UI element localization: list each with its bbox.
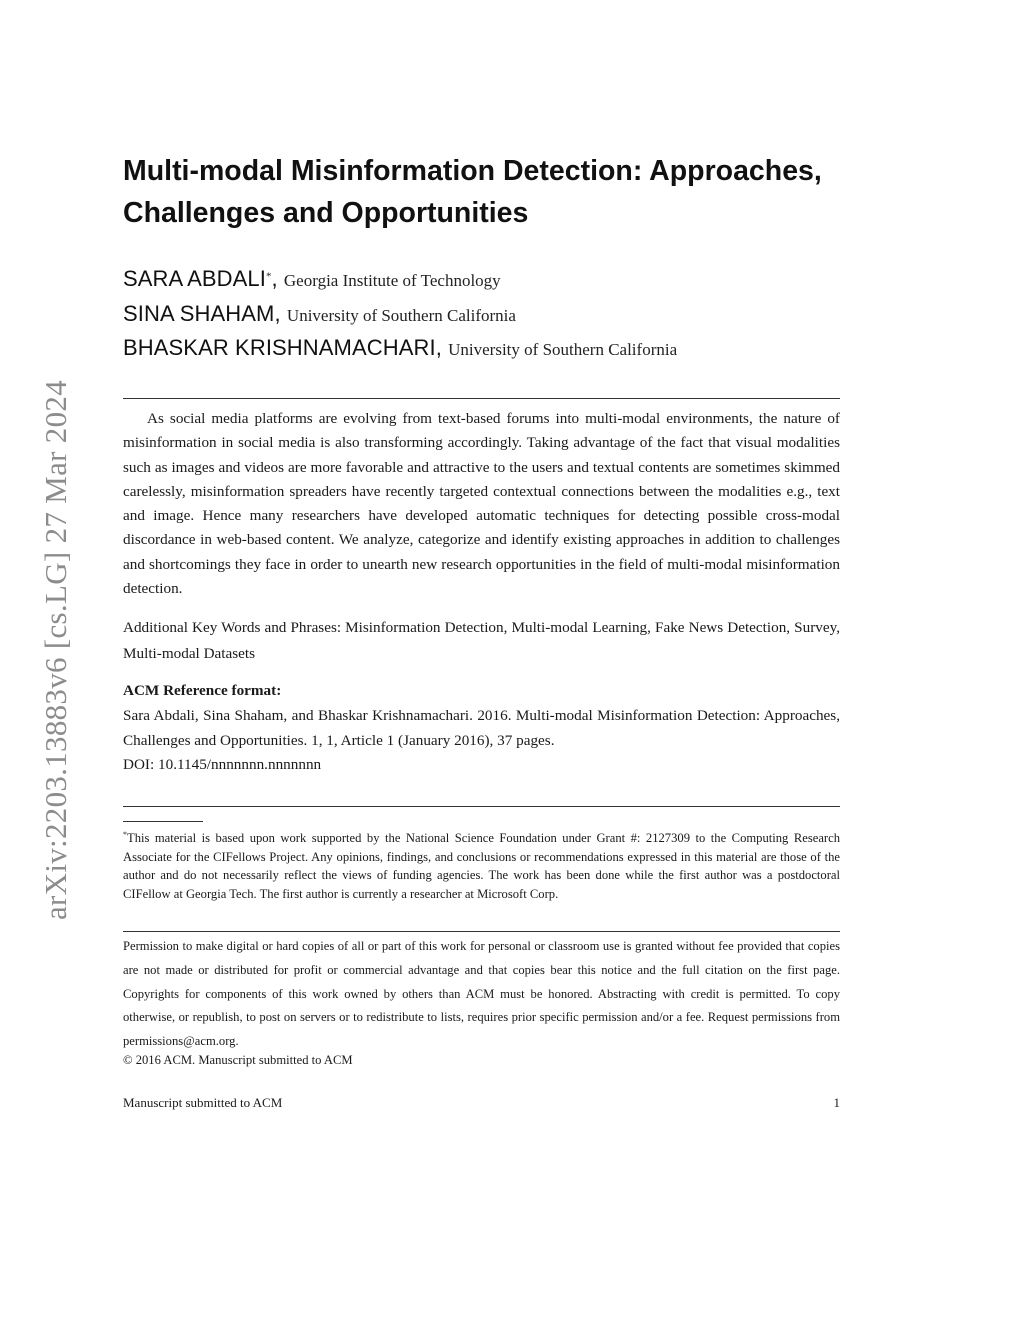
author-2: SINA SHAHAM, University of Southern California (123, 301, 516, 326)
acm-citation: Sara Abdali, Sina Shaham, and Bhaskar Krishnamachari. 2016. Multi-modal Misinformation Detection: Approaches, Challenges and Opportunities. 1, 1, Article 1 (January 2016), 37 pages. (123, 707, 840, 749)
arxiv-stamp: arXiv:2203.13883v6 [cs.LG] 27 Mar 2024 (38, 379, 73, 921)
copyright-line: © 2016 ACM. Manuscript submitted to ACM (123, 1053, 353, 1067)
footnote-rule (123, 821, 203, 822)
author-1: SARA ABDALI*, Georgia Institute of Technology (123, 266, 501, 291)
author-3: BHASKAR KRISHNAMACHARI, University of Southern California (123, 335, 678, 360)
author-footnote-mark: * (265, 270, 272, 283)
keywords: Additional Key Words and Phrases: Misinformation Detection, Multi-modal Learning, Fake News Detection, Survey, Multi-modal Datasets (123, 619, 840, 662)
acm-reference-heading: ACM Reference format: (123, 682, 282, 699)
doi: DOI: 10.1145/nnnnnnn.nnnnnnn (123, 756, 322, 773)
page-footer (123, 1093, 840, 1113)
author-name: SINA SHAHAM (123, 301, 275, 326)
acm-reference (123, 704, 840, 778)
author-affiliation: University of Southern California (286, 306, 516, 325)
abstract-top-rule (123, 398, 840, 399)
abstract-bottom-rule (123, 806, 840, 807)
funding-footnote (123, 826, 840, 904)
author-affiliation: University of Southern California (448, 340, 678, 359)
footnote-mark: * (123, 830, 127, 839)
footnote-text: This material is based upon work supported by the National Science Foundation under Grant #: 2127309 to the Computing Research Associate for the CIFellows Project. Any opinions, findings, and conclusions or recommendations expressed in this material are those of the author and do not necessarily reflect the views of funding agencies. The work has been done while the first author was a postdoctoral CIFellow at Georgia Tech. The first author is currently a researcher at Microsoft Corp. (123, 831, 840, 901)
paper-title: Multi-modal Misinformation Detection: Approaches, Challenges and Opportunities (123, 155, 822, 229)
footer-text: Manuscript submitted to ACM (123, 1095, 283, 1110)
permission-rule (123, 931, 840, 932)
author-affiliation: Georgia Institute of Technology (283, 271, 501, 290)
permission-notice: Permission to make digital or hard copies of all or part of this work for personal or classroom use is granted without fee provided that copies are not made or distributed for profit or commercial advantage and that copies bear this notice and the full citation on the first page. Copyrights for components of this work owned by others than ACM must be honored. Abstracting with credit is permitted. To copy otherwise, or republish, to post on servers or to redistribute to lists, requires prior specific permission and/or a fee. Request permissions from permissions@acm.org. (123, 939, 840, 1049)
author-name: SARA ABDALI (123, 266, 266, 291)
author-name: BHASKAR KRISHNAMACHARI (123, 335, 436, 360)
abstract: As social media platforms are evolving from text-based forums into multi-modal environments, the nature of misinformation in social media is also transforming accordingly. Taking advantage of the fact that visual modalities such as images and videos are more favorable and attractive to the users and textual contents are sometimes skimmed carelessly, misinformation spreaders have recently targeted contextual connections between the modalities e.g., text and image. Hence many researchers have developed automatic techniques for detecting possible cross-modal discordance in web-based content. We analyze, categorize and identify existing approaches in addition to challenges and shortcomings they face in order to unearth new research opportunities in the field of multi-modal misinformation detection. (123, 410, 840, 598)
page-number: 1 (833, 1095, 840, 1110)
